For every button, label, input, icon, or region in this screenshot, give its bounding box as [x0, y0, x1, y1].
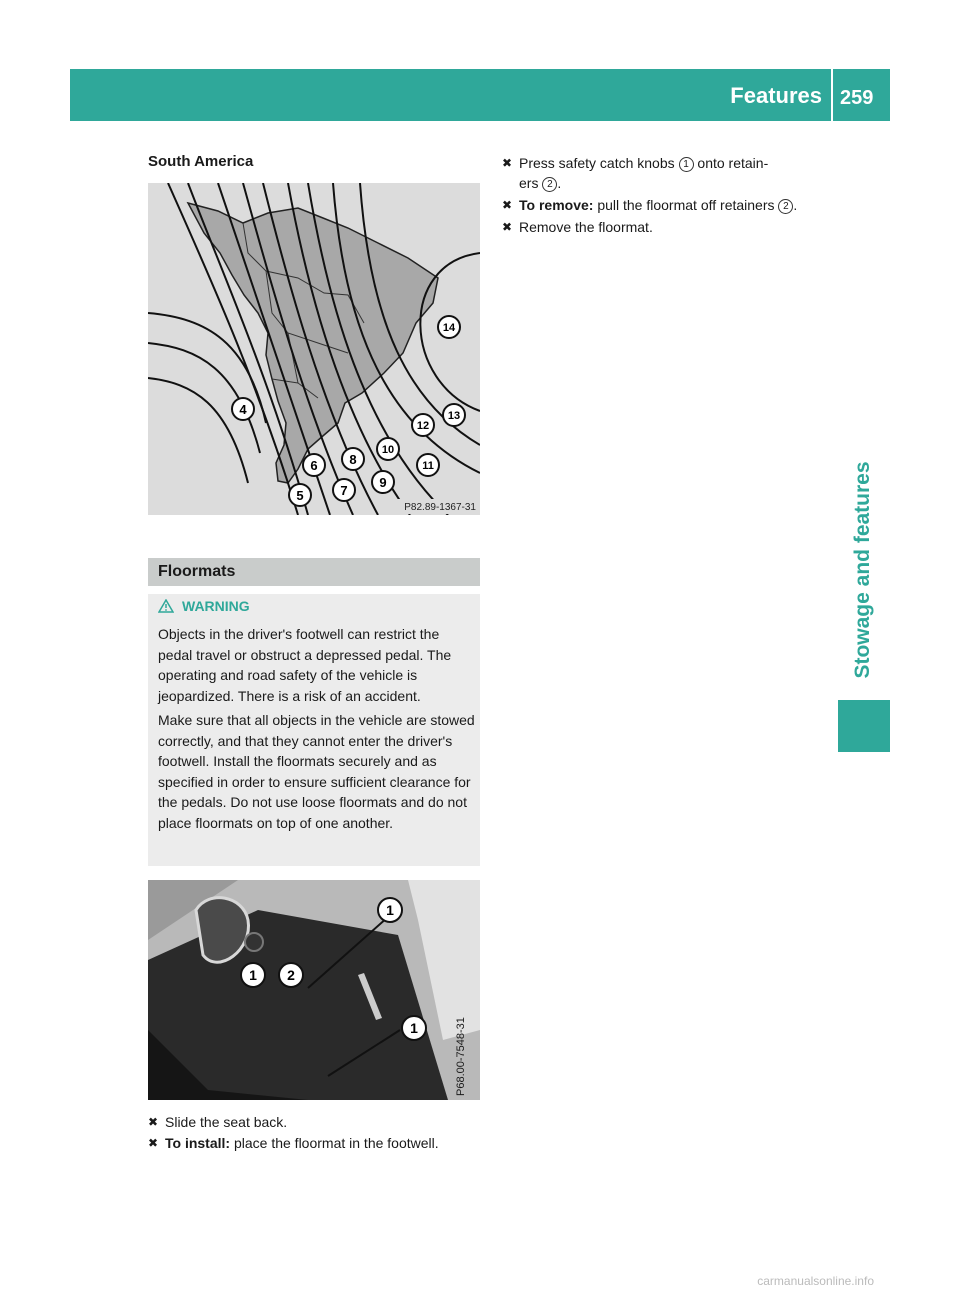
- floormat-illustration: [148, 880, 480, 1100]
- map-illustration: [148, 183, 480, 515]
- instruction-slide-seat: [148, 1112, 287, 1132]
- side-tab: [838, 450, 888, 690]
- zone-14: 14: [442, 322, 456, 334]
- callout-ref-1: 1: [679, 157, 694, 172]
- floormats-heading-bar: [148, 558, 480, 586]
- callout-1-left: 1: [249, 967, 257, 983]
- instruction-text: Remove the floormat.: [519, 219, 653, 235]
- instruction-bold: To install:: [165, 1135, 231, 1151]
- instruction-remove-floormat: [502, 217, 653, 237]
- zone-4: 4: [239, 402, 247, 417]
- warning-paragraph-2: Make sure that all objects in the vehicle are stowed correctly, and that they cannot enter the driver's footwell. Install the floormats securely and as specified in order to ensure sufficient clearance for the pedals. Do not use loose floormats and do not place floormats on top of one another.: [158, 712, 475, 831]
- warning-label: WARNING: [182, 598, 250, 614]
- bullet-arrow-icon: ✖: [148, 1136, 159, 1150]
- callout-1-bottom: 1: [410, 1020, 418, 1036]
- map-figure: [148, 183, 480, 515]
- bullet-arrow-icon: ✖: [148, 1115, 159, 1129]
- callout-2: 2: [287, 967, 295, 983]
- side-tab-square: [838, 700, 890, 752]
- photo-figure-code: P68.00-7548-31: [455, 1017, 467, 1096]
- callout-ref-2: 2: [778, 199, 793, 214]
- floormat-photo: [148, 880, 480, 1100]
- page-number: 259: [840, 87, 874, 109]
- zone-8: 8: [349, 452, 357, 467]
- warning-paragraph-1: Objects in the driver's footwell can restrict the pedal travel or obstruct a depressed pedal. The operating and road safety of the vehicle is jeopardized. There is a risk of an accident.: [158, 626, 452, 704]
- bullet-arrow-icon: ✖: [502, 220, 513, 234]
- instruction-remove: [502, 195, 842, 215]
- instruction-bold: To remove:: [519, 197, 594, 213]
- instruction-press-catch: [502, 153, 832, 193]
- zone-11: 11: [422, 460, 434, 472]
- callout-1-top: 1: [386, 902, 394, 918]
- header-title: Features: [730, 83, 822, 108]
- instruction-text: Slide the seat back.: [165, 1114, 288, 1130]
- callout-ref-2: 2: [542, 177, 557, 192]
- instruction-text: Press safety catch knobs: [519, 155, 675, 171]
- instruction-text: .: [557, 175, 562, 191]
- instruction-text: .: [793, 197, 798, 213]
- instruction-install: [148, 1133, 439, 1153]
- instruction-text: pull the floormat off retainers: [597, 197, 775, 213]
- zone-7: 7: [340, 483, 348, 498]
- zone-13: 13: [447, 410, 461, 422]
- zone-9: 9: [379, 475, 387, 490]
- bullet-arrow-icon: ✖: [502, 156, 513, 170]
- bullet-arrow-icon: ✖: [502, 198, 513, 212]
- map-figure-code: P82.89-1367-31: [404, 502, 476, 513]
- watermark: carmanualsonline.info: [757, 1274, 874, 1288]
- instruction-text: onto retain-: [697, 155, 769, 171]
- warning-triangle-icon: [158, 599, 174, 613]
- side-tab-label: Stowage and features: [851, 461, 874, 679]
- header-divider: [831, 69, 833, 121]
- zone-12: 12: [416, 420, 430, 432]
- instruction-text: ers: [519, 175, 539, 191]
- warning-box: [148, 594, 480, 866]
- warning-header: [158, 598, 250, 614]
- floormats-title: Floormats: [158, 563, 236, 580]
- zone-6: 6: [310, 458, 318, 473]
- zone-10: 10: [381, 444, 395, 456]
- section-heading: South America: [148, 153, 254, 170]
- zone-5: 5: [296, 488, 304, 503]
- instruction-text: place the floormat in the footwell.: [233, 1135, 439, 1151]
